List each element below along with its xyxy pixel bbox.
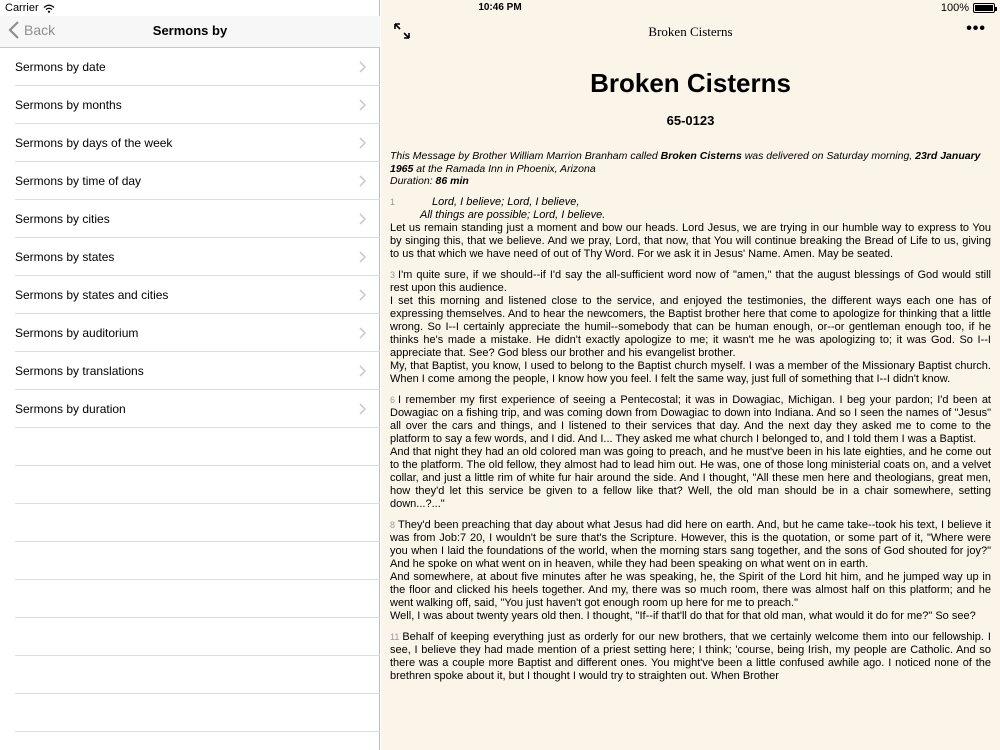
chevron-right-icon [359, 61, 366, 73]
menu-item-label: Sermons by auditorium [15, 326, 139, 340]
menu-item-by-days-of-week[interactable] [0, 124, 380, 162]
chevron-right-icon [359, 99, 366, 111]
paragraph-text: I'm quite sure, if we should--if I'd say the all-sufficient word now of "amen," that the august blessings of God would still rest upon this audience. [390, 268, 991, 294]
reader-title: Broken Cisterns [648, 24, 733, 39]
chevron-right-icon [359, 175, 366, 187]
menu-item-label: Sermons by days of the week [15, 136, 173, 150]
menu-item-label: Sermons by cities [15, 212, 110, 226]
menu-item-by-date[interactable] [0, 48, 380, 86]
battery-icon [973, 3, 995, 13]
lyric-line: Lord, I believe; Lord, I believe, [432, 195, 580, 208]
menu-item-by-cities[interactable] [0, 200, 380, 238]
left-nav-bar [0, 16, 380, 48]
menu-item-label: Sermons by states and cities [15, 288, 169, 302]
empty-row [0, 580, 380, 618]
sermons-by-pane [0, 0, 380, 750]
back-label: Back [24, 22, 56, 38]
paragraph-3 [390, 269, 991, 386]
sermon-document[interactable] [390, 68, 991, 683]
menu-item-by-months[interactable] [0, 86, 380, 124]
menu-item-label: Sermons by months [15, 98, 122, 112]
menu-item-label: Sermons by time of day [15, 174, 142, 188]
menu-item-label: Sermons by duration [15, 402, 126, 416]
empty-row [0, 694, 380, 732]
paragraph-11 [390, 631, 991, 683]
paragraph-text: I set this morning and listened close to the service, and enjoyed the testimonies, the different ways each one has of expressing themselves. And to hear the newcomers, the Baptist brother here that come to apologize for thinking that a little wrong. So I--I certainly appreciate the humil--somebody that can be human enough, or--or gentleman enough too, if he thinks he's made a mistake. He didn't exactly apologize to me; it wasn't me he was apologizing to; it was God. So I--I appreciate that. See? God bless our brother and his evangelist brother. [390, 294, 991, 359]
sermon-title: Broken Cisterns [590, 68, 791, 98]
lyric-line: All things are possible; Lord, I believe. [420, 208, 606, 221]
paragraph-text: My, that Baptist, you know, I used to belong to the Baptist church myself. I was a member of the Missionary Baptist church. When I come among the people, I know how you feel. I felt the same way, just full of something that I--I didn't know. [390, 359, 991, 385]
reader-nav-bar [381, 16, 1000, 48]
paragraph-1 [390, 196, 991, 261]
sermon-reader-pane [381, 0, 1000, 750]
paragraph-number: 8 [390, 519, 396, 530]
paragraph-text: They'd been preaching that day about what Jesus had did here on earth. And, but he came take--took his text, I believe it was from Job:7 20, I wouldn't be sure that's the Scripture. However, this is the quotation, or some part of it, "Where were you when I laid the foundations of the world, when the morning stars sang together, and the sons of God shouted for joy?" And he spoke on what went on in heaven, while they had been speaking on what went on in earth. [390, 518, 991, 570]
paragraph-number: 1 [390, 196, 396, 207]
intro-title: Broken Cisterns [660, 150, 742, 162]
battery-percent: 100% [940, 2, 969, 14]
menu-item-by-states-and-cities[interactable] [0, 276, 380, 314]
duration-label: Duration: [390, 175, 436, 187]
paragraph-number: 3 [390, 269, 396, 280]
chevron-right-icon [359, 137, 366, 149]
battery-fill [975, 5, 993, 11]
intro-date: 23rd January 1965 [390, 150, 981, 175]
left-pane-title: Sermons by [152, 23, 228, 38]
chevron-right-icon [359, 365, 366, 377]
paragraph-number: 6 [390, 394, 396, 405]
chevron-right-icon [359, 403, 366, 415]
menu-item-label: Sermons by states [15, 250, 115, 264]
intro-prefix: This Message by Brother William Marrion Branham called [390, 150, 661, 162]
intro-middle: was delivered on Saturday morning, [741, 150, 916, 162]
menu-item-by-auditorium[interactable] [0, 314, 380, 352]
paragraph-text: Behalf of keeping everything just as orderly for our new brothers, that we certainly welcome them into our fellowship. I see, I believe they had made mention of a priest setting here; I think; 'course, being Irish, my people are Catholic. And so there was a couple more Baptist and different ones. You might've been a little confused awhile ago. I noticed none of the brethren spoke about it, but I thought I would try to straighten out. When Brother [390, 630, 991, 682]
chevron-left-icon [8, 21, 20, 39]
empty-row [0, 618, 380, 656]
back-button[interactable] [8, 21, 55, 39]
sermons-by-list [0, 48, 380, 732]
more-options-icon[interactable]: ••• [966, 20, 986, 37]
paragraph-text: Well, I was about twenty years old then. I thought, "If--if that'll do that for that old man, what would it do for me?" So see? [390, 609, 976, 622]
menu-item-by-translations[interactable] [0, 352, 380, 390]
empty-row [0, 504, 380, 542]
menu-item-label: Sermons by date [15, 60, 106, 74]
sermon-code: 65-0123 [666, 113, 715, 128]
paragraph-text: And that night they had an old colored man was going to preach, and he must've been in his late eighties, and he come out to the platform. The old fellow, they almost had to lead him out. He was, one of those long ministerial coats on, and a velvet collar, and just a little rim of white fur hair around the side. And I thought, "All these men here and theologians, great men, how they'd let this service be given to a fellow like that? Well, the old man should be in a chair somewhere, setting down...?..." [390, 445, 991, 510]
chevron-right-icon [359, 327, 366, 339]
menu-item-by-duration[interactable] [0, 390, 380, 428]
chevron-right-icon [359, 213, 366, 225]
carrier-label: Carrier [5, 2, 39, 14]
paragraph-text: And somewhere, at about five minutes after he was speaking, he, the Spirit of the Lord hit him, and he jumped way up in the floor and clicked his heels together. And my, there was so much room, there was almost half on this platform; and he went walking off, said, "You just haven't got enough room up here for me to preach." [390, 570, 991, 609]
duration-value: 86 min [435, 175, 469, 187]
paragraph-6 [390, 394, 991, 511]
status-time: 10:46 PM [478, 2, 522, 13]
intro-suffix: at the Ramada Inn in Phoenix, Arizona [413, 162, 596, 175]
paragraph-number: 11 [390, 631, 400, 642]
paragraph-text: Let us remain standing just a moment and bow our heads. Lord Jesus, we are trying in our humble way to express to You by singing this, that we believe. And we pray, Lord, that now, that You will continue breaking the Bread of Life to us, giving to us that which we have need of out of Thy Word. For we ask it in Jesus' Name. Amen. May be seated. [390, 221, 991, 260]
menu-item-label: Sermons by translations [15, 364, 144, 378]
empty-row [0, 466, 380, 504]
status-bar [0, 0, 1000, 16]
status-right [941, 2, 995, 14]
paragraph-text: I remember my first experience of seeing a Pentecostal; it was in Dowagiac, Michigan. I beg your pardon; I'd been at Dowagiac on a fishing trip, and was coming down from Dowagiac to down into Indiana. And so I seen the names of "Jesus" all over the cars and things, and I listened to their services that day. And the next day they asked me to come to the platform to say a few words, and I did. And I... They asked me what church I belonged to, and I told them I was a Baptist. [390, 393, 991, 445]
empty-row [0, 656, 380, 694]
sermon-intro [390, 150, 991, 188]
paragraph-8 [390, 519, 991, 623]
empty-row [0, 428, 380, 466]
chevron-right-icon [359, 289, 366, 301]
empty-row [0, 542, 380, 580]
menu-item-by-time-of-day[interactable] [0, 162, 380, 200]
chevron-right-icon [359, 251, 366, 263]
menu-item-by-states[interactable] [0, 238, 380, 276]
